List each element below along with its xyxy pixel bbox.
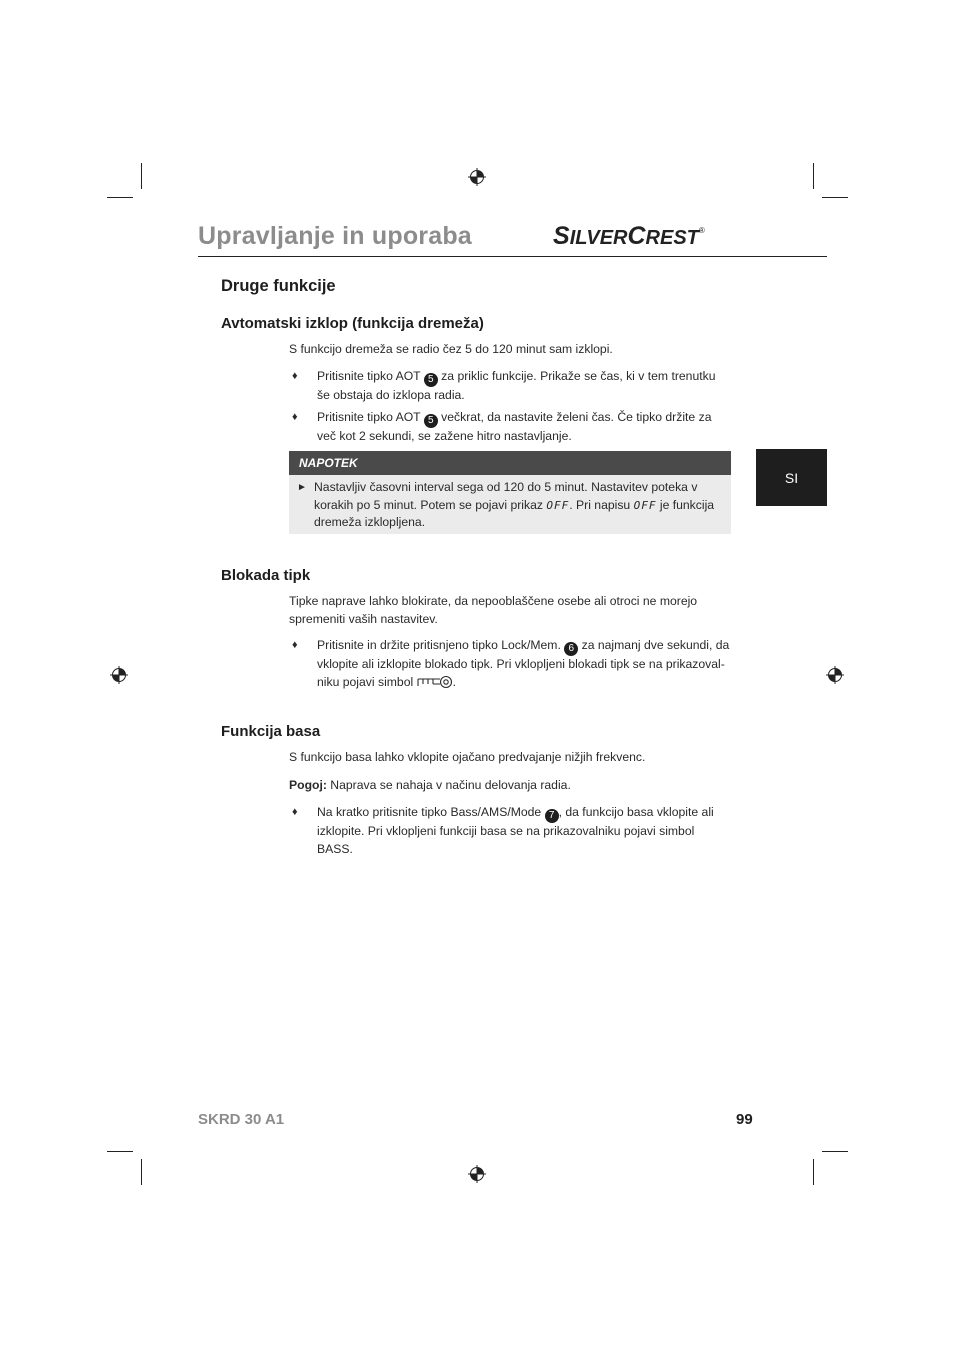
crop-mark (813, 163, 814, 189)
note-header: NAPOTEK (289, 451, 731, 475)
subsection-heading-funkcija-basa: Funkcija basa (221, 723, 321, 740)
bullet-marker: ♦ (292, 411, 298, 423)
crop-mark (107, 1151, 133, 1152)
bullet-marker: ♦ (292, 806, 298, 818)
callout-number: 7 (545, 809, 559, 823)
callout-number: 5 (424, 414, 438, 428)
brand-logo: SILVERCREST® (553, 222, 705, 250)
arrow-right-icon: ► (297, 482, 307, 493)
language-tab: SI (756, 449, 827, 506)
crop-mark (822, 197, 848, 198)
paragraph-intro: S funkcijo basa lahko vklopite ojačano predvajanje nižjih frekvenc. (289, 750, 646, 764)
crop-mark (141, 163, 142, 189)
registration-mark-icon (468, 1165, 486, 1183)
callout-number: 5 (424, 373, 438, 387)
callout-number: 6 (564, 642, 578, 656)
registration-mark-icon (110, 666, 128, 684)
paragraph-intro: Tipke naprave lahko blokirate, da nepooblaščene osebe ali otroci ne morejo spremeniti vaših nastavitev. (289, 594, 698, 626)
section-heading-druge-funkcije: Druge funkcije (221, 277, 336, 295)
footer-model: SKRD 30 A1 (198, 1111, 285, 1128)
paragraph-condition: Pogoj: Naprava se nahaja v načinu delovanja radia. (289, 778, 571, 792)
list-item: Pritisnite in držite pritisnjeno tipko Lock/Mem. 6 za najmanj dve sekundi, da vklopite ali izklopite blokado tipk. Pri vklopljeni blokadi tipk se na prikazoval-niku pojavi simbol . (317, 638, 730, 689)
crop-mark (813, 1159, 814, 1185)
subsection-heading-blokada-tipk: Blokada tipk (221, 567, 311, 584)
paragraph-intro: S funkcijo dremeža se radio čez 5 do 120 minut sam izklopi. (289, 342, 613, 356)
bullet-marker: ♦ (292, 370, 298, 382)
list-item: Na kratko pritisnite tipko Bass/AMS/Mode 7 , da funkcijo basa vklopite ali izklopite. Pri vklopljeni funkciji basa se na prikazovalniku pojavi simbol BASS. (317, 805, 714, 856)
list-item: Pritisnite tipko AOT 5 za priklic funkcije. Prikaže se čas, ki v tem trenutku še obstaja do izklopa radia. (317, 369, 716, 402)
note-text: Nastavljiv časovni interval sega od 120 do 5 minut. Nastavitev poteka v korakih po 5 minut. Potem se pojavi prikaz OFF. Pri napisu OFF je funkcija dremeža izklopljena. (314, 480, 715, 529)
header-rule (198, 256, 827, 257)
key-lock-icon (417, 675, 453, 689)
registration-mark-icon (468, 168, 486, 186)
subsection-heading-avtomatski-izklop: Avtomatski izklop (funkcija dremeža) (221, 315, 484, 332)
crop-mark (822, 1151, 848, 1152)
lcd-off-text: OFF (546, 498, 570, 512)
registration-mark-icon (826, 666, 844, 684)
crop-mark (107, 197, 133, 198)
page-number: 99 (736, 1111, 753, 1128)
bullet-marker: ♦ (292, 639, 298, 651)
crop-mark (141, 1159, 142, 1185)
page-title: Upravljanje in uporaba (198, 222, 472, 250)
list-item: Pritisnite tipko AOT 5 večkrat, da nastavite želeni čas. Če tipko držite za več kot 2 sekundi, se zažene hitro nastavljanje. (317, 410, 712, 443)
lcd-off-text: OFF (633, 498, 657, 512)
